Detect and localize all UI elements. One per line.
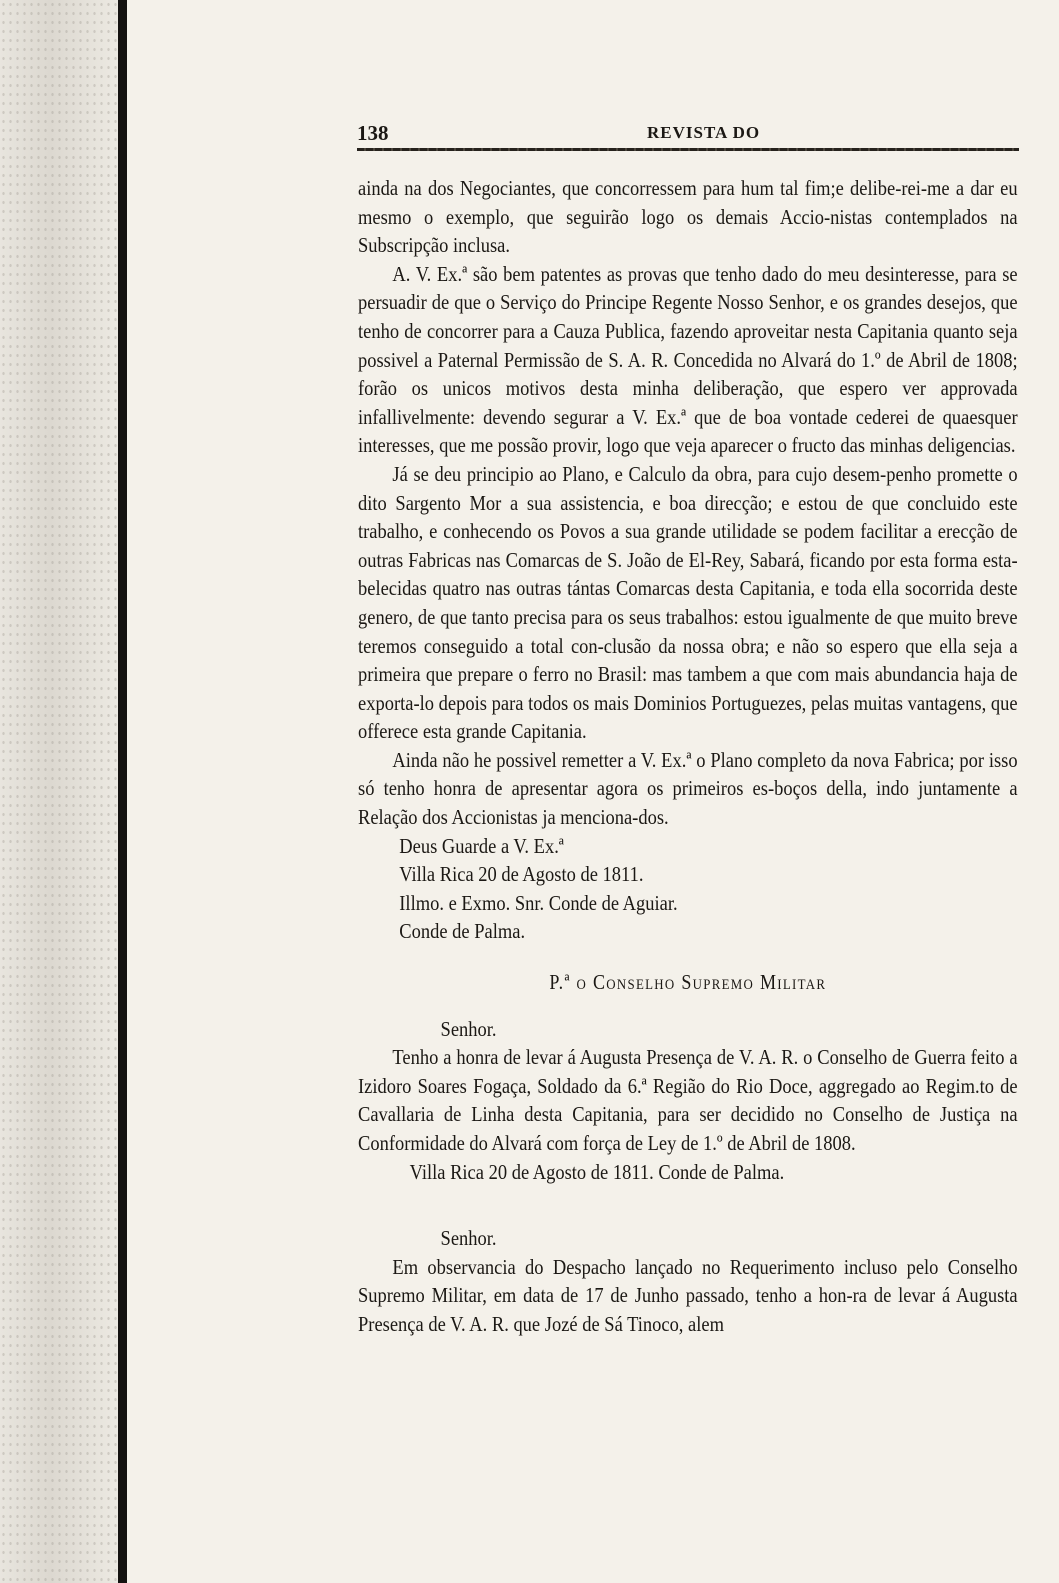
page-header	[357, 121, 1019, 145]
running-head: REVISTA DO	[647, 123, 761, 142]
body-paragraph: Em observancia do Despacho lançado no Requerimento incluso pelo Conselho Supremo Militar, em data de 17 de Junho passado, tenho a hon-ra de levar á Augusta Presença de V. A. R. que Jozé de Sá Tinoco, alem	[358, 1254, 1018, 1336]
page-number: 138	[357, 121, 389, 145]
salutation: Senhor.	[440, 1016, 497, 1041]
letter-signoff: Villa Rica 20 de Agosto de 1811. Conde de Palma.	[409, 1159, 785, 1184]
gutter-texture	[0, 0, 125, 1583]
closing-addressee: Illmo. e Exmo. Snr. Conde de Aguiar.	[399, 890, 678, 915]
book-binding-edge	[118, 0, 127, 1583]
letter-closing	[399, 832, 1017, 946]
section-heading: P.ª o Conselho Supremo Militar	[549, 970, 827, 995]
body-paragraph: A. V. Ex.ª são bem patentes as provas que tenho dado do meu desinteresse, para se persuadir de que o Serviço do Principe Regente Nosso Senhor, e os grandes desejos, que tenho de concorrer para a Cauza Publica, fazendo aproveitar nesta Capitania quanto seja possivel a Paternal Permissão de S. A. R. Concedida no Alvará do 1.º de Abril de 1808; forão os unicos motivos desta minha deliberação, que espero ver approvada infallivelmente: devendo segurar a V. Ex.ª que de boa vontade cederei de quaesquer interesses, que me possão provir, logo que veja aparecer o fructo das minhas deligencias.	[358, 261, 1018, 458]
body-paragraph: Já se deu principio ao Plano, e Calculo da obra, para cujo desem-penho promette o dito Sargento Mor a sua assistencia, e boa direcção; e estou de que concluido este trabalho, e conhecendo os Povos a sua grande utilidade se podem facilitar a erecção de outras Fabricas nas Comarcas de S. João de El-Rey, Sabará, ficando por esta forma esta-belecidas quatro nas outras tántas Comarcas desta Capitania, e toda ella socorrida deste genero, de que tanto precisa para os seus trabalhos: estou igualmente de que muito breve teremos conseguido a total con-clusão da nossa obra; e não so espero que ella seja a primeira que prepare o ferro no Brasil: mas tambem a que com mais abundancia haja de exporta-lo depois para todos os mais Dominios Portuguezes, pelas muitas vantagens, que offerece esta grande Capitania.	[358, 461, 1018, 744]
page-text	[358, 174, 1018, 1339]
closing-date: Villa Rica 20 de Agosto de 1811.	[399, 862, 644, 887]
salutation: Senhor.	[440, 1226, 497, 1251]
closing-signature: Conde de Palma.	[399, 919, 526, 944]
body-paragraph: Ainda não he possivel remetter a V. Ex.ª o Plano completo da nova Fabrica; por isso só tenho honra de apresentar agora os primeiros es-boços della, indo juntamente a Relação dos Accionistas ja menciona-dos.	[358, 747, 1018, 830]
body-paragraph: Tenho a honra de levar á Augusta Presença de V. A. R. o Conselho de Guerra feito a Izidoro Soares Fogaça, Soldado da 6.ª Região do Rio Doce, aggregado ao Regim.to de Cavallaria de Linha desta Capitania, para ser decidido no Conselho de Justiça na Conformidade do Alvará com força de Ley de 1.º de Abril de 1808.	[358, 1045, 1018, 1155]
body-paragraph: ainda na dos Negociantes, que concorressem para hum tal fim;e delibe-rei-me a dar eu mesmo o exemplo, que seguirão logo os demais Accio-nistas contemplados na Subscripção inclusa.	[358, 176, 1018, 258]
header-rule	[357, 148, 1019, 151]
closing-line: Deus Guarde a V. Ex.ª	[399, 833, 564, 858]
